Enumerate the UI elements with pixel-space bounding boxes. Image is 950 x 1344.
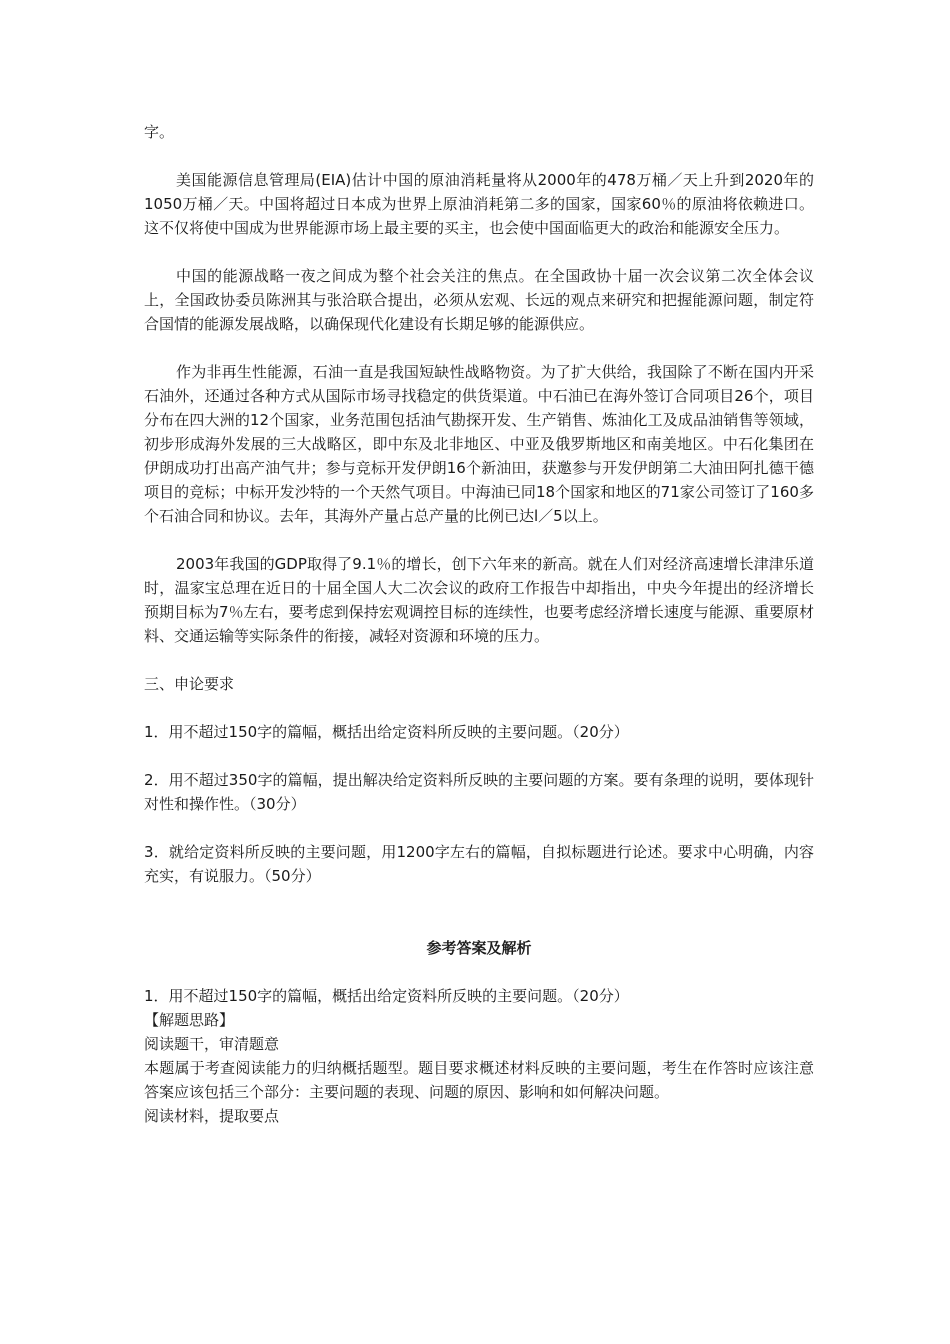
paragraph-oil-supply: 作为非再生性能源，石油一直是我国短缺性战略物资。为了扩大供给，我国除了不断在国内开采石油外，还通过各种方式从国际市场寻找稳定的供货渠道。中石油已在海外签订合同项目26个，项目分布在四大洲的12个国家，业务范围包括油气勘探开发、生产销售、炼油化工及成品油销售等领域，初步形成海外发展的三大战略区，即中东及北非地区、中亚及俄罗斯地区和南美地区。中石化集团在伊朗成功打出高产油气井；参与竞标开发伊朗16个新油田，获邀参与开发伊朗第二大油田阿扎德干德项目的竞标；中标开发沙特的一个天然气项目。中海油已同18个国家和地区的71家公司签订了160多个石油合同和协议。去年，其海外产量占总产量的比例已达l／5以上。	[144, 363, 814, 525]
paragraph-gdp: 2003年我国的GDP取得了9.1％的增长，创下六年来的新高。就在人们对经济高速增长津津乐道时，温家宝总理在近日的十届全国人大二次会议的政府工作报告中却指出，中央今年提出的经济增长预期目标为7％左右，要考虑到保持宏观调控目标的连续性，也要考虑经济增长速度与能源、重要原材料、交通运输等实际条件的衔接，减轻对资源和环境的压力。	[144, 555, 814, 645]
document-page	[144, 120, 814, 1128]
answer-title: 参考答案及解析	[426, 939, 532, 957]
requirement-item: 2．用不超过350字的篇幅，提出解决给定资料所反映的主要问题的方案。要有条理的说明，要体现针对性和操作性。（30分）	[144, 771, 814, 813]
top-fragment: 字。	[144, 123, 175, 141]
paragraph-eia: 美国能源信息管理局(EIA)估计中国的原油消耗量将从2000年的478万桶／天上升到2020年的1050万桶／天。中国将超过日本成为世界上原油消耗第二多的国家，国家60％的原油将依赖进口。这不仅将使中国成为世界能源市场上最主要的买主，也会使中国面临更大的政治和能源安全压力。	[144, 171, 814, 237]
answer-line: 1．用不超过150字的篇幅，概括出给定资料所反映的主要问题。（20分）	[144, 987, 629, 1005]
requirements-heading: 三、申论要求	[144, 675, 235, 693]
paragraph-energy-strategy: 中国的能源战略一夜之间成为整个社会关注的焦点。在全国政协十届一次会议第二次全体会议上，全国政协委员陈洲其与张洽联合提出，必须从宏观、长远的观点来研究和把握能源问题，制定符合国情的能源发展战略，以确保现代化建设有长期足够的能源供应。	[144, 267, 814, 333]
answer-line: 阅读题干，审清题意	[144, 1035, 280, 1053]
answer-line: 本题属于考查阅读能力的归纳概括题型。题目要求概述材料反映的主要问题，考生在作答时应该注意答案应该包括三个部分：主要问题的表现、问题的原因、影响和如何解决问题。	[144, 1059, 814, 1101]
answer-line: 阅读材料，提取要点	[144, 1107, 280, 1125]
requirement-item: 3．就给定资料所反映的主要问题，用1200字左右的篇幅，自拟标题进行论述。要求中心明确，内容充实，有说服力。（50分）	[144, 843, 814, 885]
answer-line: 【解题思路】	[144, 1011, 235, 1029]
requirement-item: 1．用不超过150字的篇幅，概括出给定资料所反映的主要问题。（20分）	[144, 723, 629, 741]
